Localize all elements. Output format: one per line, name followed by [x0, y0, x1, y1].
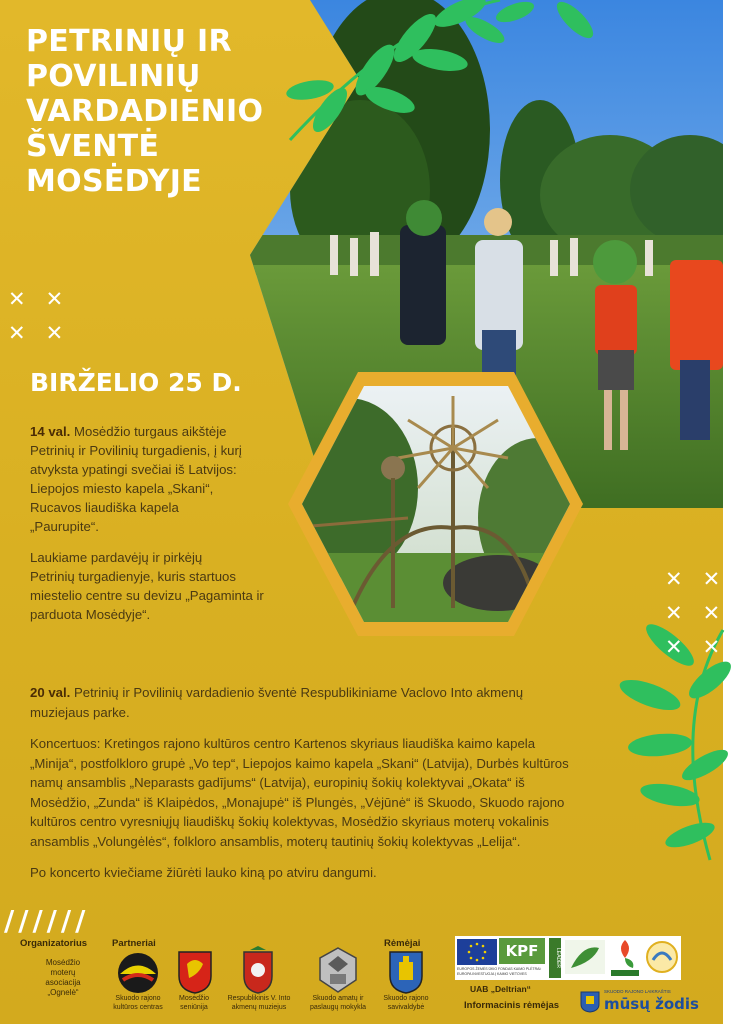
x-mark-icon: ✕ — [8, 321, 46, 345]
partner-caption: Respublikinis V. Into akmenų muziejus — [227, 995, 291, 1011]
newspaper-name: mūsų žodis — [604, 995, 699, 1013]
eu-flag-icon — [457, 939, 497, 965]
evening-program — [30, 683, 680, 895]
concerts-paragraph: Koncertuos: Kretingos rajono kultūros centro Kartenos skyriaus liaudiška kaimo kapela „Minija“, postfolkloro grupė „Vo tep“, Liepojos kaimo kapela „Skani“ (Latvija), Durbės kultūros namų ansamblis „Neparasts gadījums“ (Latvija), europinių šokių kolektyvai „Okata“ iš Mosėdžio, „Zunda“ iš Klaipėdos, „Monajupė“ iš Plungės, „Vėjūnė“ iš Skuodo, Skuodo rajono kultūros centro vyresniųjų liaudiškų šokių kolektyvas, Mosėdžio skyriaus moterų vokalinis ansamblis „Volungėlės“, folkloro ansamblis, moterų tautinių šokių kolektyvas „Lelija“. — [30, 736, 569, 849]
partner-caption: Skuodo amatų ir paslaugų mokykla — [309, 995, 367, 1011]
slash-decoration: ////// — [4, 904, 90, 937]
sponsors-label: Rėmėjai — [384, 938, 421, 949]
title-line: ŠVENTĖ — [26, 129, 160, 164]
time-label: 14 val. — [30, 424, 71, 439]
event-date: BIRŽELIO 25 D. — [30, 368, 242, 397]
x-mark-icon: ✕ — [702, 635, 740, 659]
skuodas-coat-of-arms-icon — [388, 950, 424, 994]
title-line: VARDADIENIO — [26, 94, 264, 129]
partner-caption: Mosėdžio seniūnija — [179, 995, 209, 1011]
newspaper-shield-icon — [580, 991, 600, 1013]
x-mark-icon: ✕ — [665, 601, 703, 625]
sponsor-deltrian: UAB „Deltrian“ — [470, 984, 531, 994]
leader-logo-icon — [565, 940, 605, 974]
afternoon-program — [30, 422, 300, 636]
partner-caption: Skuodo rajono kultūros centras — [113, 995, 163, 1011]
title-line: MOSĖDYJE — [26, 164, 202, 199]
funding-logos — [455, 936, 681, 980]
x-mark-icon: ✕ — [665, 567, 703, 591]
eu-caption: EUROPOS ŽEMĖS ŪKIO FONDAS KAIMO PLĖTRAI: EUROPA INVESTUOJA Į KAIMO VIETOVES — [457, 967, 542, 976]
sponsor-caption: Skuodo rajono savivaldybė — [383, 995, 429, 1011]
info-sponsor-label: Informacinis rėmėjas — [464, 1000, 560, 1011]
lithuanian-leader-logo-icon — [609, 938, 641, 978]
x-mark-icon: ✕ — [45, 321, 84, 345]
newspaper-tagline: SKUODO RAJONO LAIKRAŠTIS — [604, 989, 671, 994]
vvg-logo-icon — [645, 940, 679, 974]
cinema-paragraph: Po koncerto kviečiame žiūrėti lauko kiną po atviru dangumi. — [30, 865, 377, 880]
x-mark-icon: ✕ — [702, 601, 740, 625]
x-mark-icon: ✕ — [702, 567, 740, 591]
organizer-label: Organizatorius — [20, 938, 88, 949]
musu-zodis-logo — [580, 989, 699, 1015]
x-marks-left — [8, 282, 83, 350]
x-mark-icon: ✕ — [8, 287, 46, 311]
time-label: 20 val. — [30, 685, 71, 700]
crafts-school-logo-icon — [318, 946, 358, 994]
title-line: POVILINIŲ — [26, 59, 201, 94]
x-mark-icon: ✕ — [45, 287, 84, 311]
leader-strip: LEADER — [549, 938, 561, 978]
event-title — [26, 24, 326, 199]
leaf-branch-top-right — [455, 0, 723, 90]
organizer-name: Mosėdžio moterų asociacija „Ognelė“ — [45, 958, 81, 997]
invite-paragraph: Laukiame pardavėjų ir pirkėjų Petrinių turgadienyje, kuris startuos miestelio centre su devizu „Pagaminta ir parduota Mosėdyje“. — [30, 550, 264, 622]
stone-museum-logo-icon — [240, 946, 276, 994]
x-mark-icon: ✕ — [665, 635, 703, 659]
partners-label: Partneriai — [112, 938, 156, 949]
mosedis-coat-of-arms-icon — [177, 950, 213, 994]
sculpture-photo — [288, 368, 583, 640]
x-marks-right — [665, 562, 740, 664]
kpf-logo: KPF — [499, 938, 545, 964]
celebration-paragraph: 20 val. Petrinių ir Povilinių vardadienio šventė Respublikiniame Vaclovo Into akmenų muziejaus parke. — [30, 685, 524, 720]
market-paragraph: 14 val. Mosėdžio turgaus aikštėje Petrinių ir Povilinių turgadienis, į kurį atvyksta ypatingi svečiai iš Latvijos: Liepojos miesto kapela „Skani“, Rucavos liaudiška kapela „Paurupite“. — [30, 424, 242, 534]
title-line: PETRINIŲ IR — [26, 24, 232, 59]
skuodo-culture-logo-icon — [115, 952, 161, 994]
